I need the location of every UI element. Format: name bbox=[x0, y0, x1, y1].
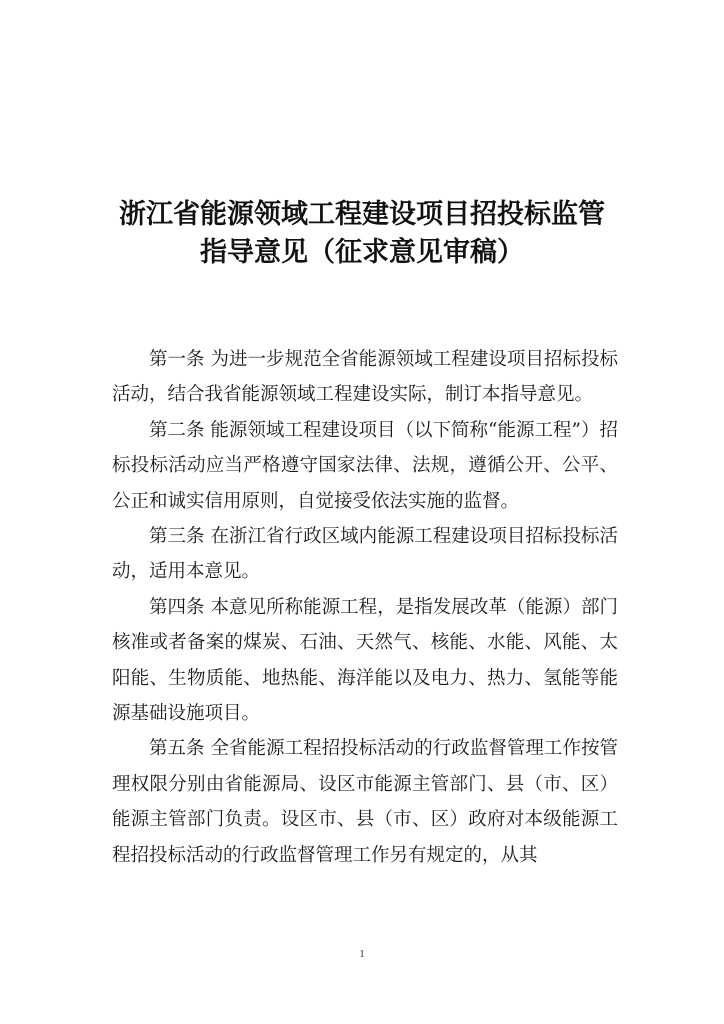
article-1: 第一条 为进一步规范全省能源领域工程建设项目招标投标活动，结合我省能源领域工程建设实际，制订本指导意见。 bbox=[112, 349, 618, 406]
article-4: 第四条 本意见所称能源工程，是指发展改革（能源）部门核准或者备案的煤炭、石油、天然气、核能、水能、风能、太阳能、生物质能、地热能、海洋能以及电力、热力、氢能等能源基础设施项目。 bbox=[112, 596, 618, 725]
document-body bbox=[112, 342, 618, 873]
article-5: 第五条 全省能源工程招投标活动的行政监督管理工作按管理权限分别由省能源局、设区市能源主管部门、县（市、区）能源主管部门负责。设区市、县（市、区）政府对本级能源工程招投标活动的行政监督管理工作另有规定的，从其 bbox=[112, 738, 618, 866]
document-title-line-2: 指导意见（征求意见审稿） bbox=[200, 237, 524, 268]
article-2: 第二条 能源领域工程建设项目（以下简称“能源工程”）招标投标活动应当严格遵守国家法律、法规，遵循公开、公平、公正和诚实信用原则，自觉接受依法实施的监督。 bbox=[112, 419, 618, 512]
document-title-line-1: 浙江省能源领域工程建设项目招投标监管 bbox=[119, 199, 605, 230]
article-3: 第三条 在浙江省行政区域内能源工程建设项目招标投标活动，适用本意见。 bbox=[112, 526, 618, 583]
page-number: 1 bbox=[359, 948, 365, 960]
